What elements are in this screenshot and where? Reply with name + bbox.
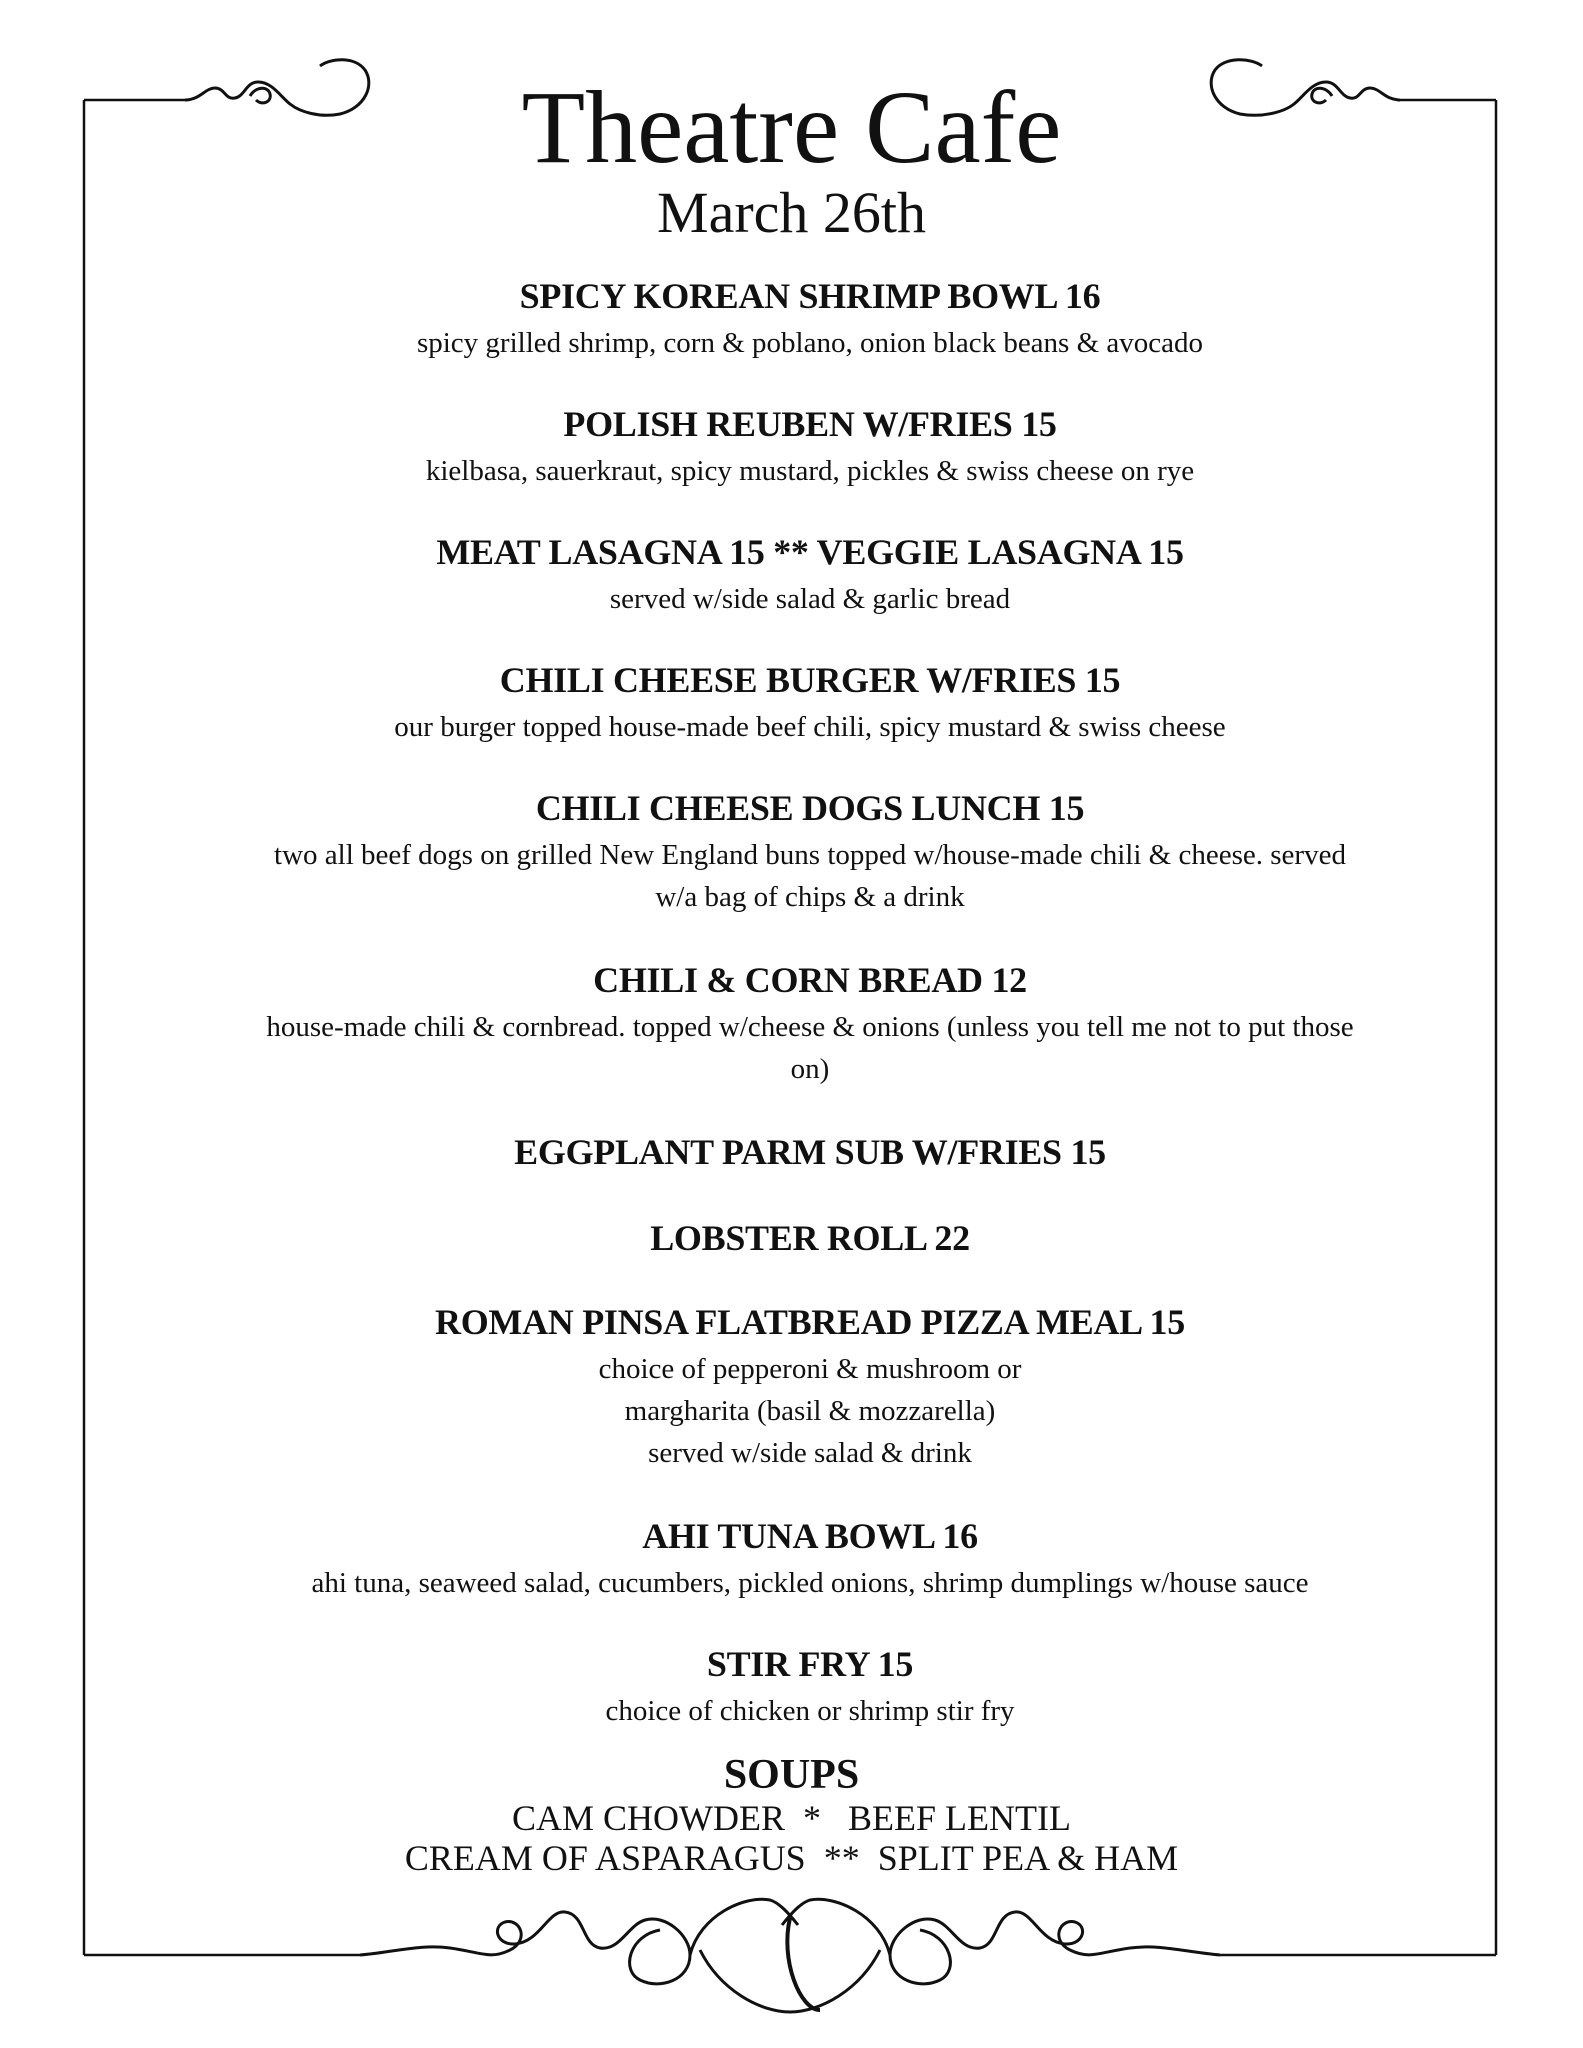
- item-description: our burger topped house-made beef chili, spicy mustard & swiss cheese: [394, 711, 1226, 743]
- item-name: ROMAN PINSA FLATBREAD PIZZA MEAL 15: [435, 1302, 1185, 1342]
- item-name: STIR FRY 15: [706, 1644, 914, 1684]
- menu-item: [190, 782, 1430, 954]
- item-description: margharita (basil & mozzarella): [624, 1395, 996, 1427]
- menu-item: [190, 654, 1430, 782]
- menu-item: [190, 270, 1430, 398]
- item-name: CHILI CHEESE BURGER W/FRIES 15: [499, 660, 1121, 700]
- soups-line: CREAM OF ASPARAGUS ** SPLIT PEA & HAM: [404, 1838, 1179, 1878]
- menu-item: [190, 526, 1430, 654]
- item-name: MEAT LASAGNA 15 ** VEGGIE LASAGNA 15: [436, 532, 1184, 572]
- menu-item: [190, 398, 1430, 526]
- menu-date: March 26th: [657, 180, 926, 245]
- item-name: EGGPLANT PARM SUB W/FRIES 15: [514, 1132, 1106, 1172]
- item-description: spicy grilled shrimp, corn & poblano, onion black beans & avocado: [416, 327, 1204, 359]
- soups-title: SOUPS: [723, 1752, 860, 1798]
- item-description: on): [790, 1053, 830, 1085]
- menu-item: [190, 1296, 1430, 1510]
- menu-item: [190, 954, 1430, 1126]
- soups-line: CAM CHOWDER * BEEF LENTIL: [512, 1798, 1071, 1838]
- item-description: served w/side salad & drink: [648, 1437, 972, 1469]
- menu-items: [190, 270, 1430, 1738]
- menu-item: [190, 1212, 1430, 1296]
- item-description: ahi tuna, seaweed salad, cucumbers, pickled onions, shrimp dumplings w/house sauce: [311, 1567, 1309, 1599]
- cafe-title: Theatre Cafe: [521, 70, 1062, 185]
- item-name: AHI TUNA BOWL 16: [642, 1516, 978, 1556]
- menu-item: [190, 1638, 1430, 1738]
- item-name: SPICY KOREAN SHRIMP BOWL 16: [519, 276, 1101, 316]
- item-description: choice of chicken or shrimp stir fry: [605, 1695, 1015, 1727]
- soups-section: [0, 1752, 1583, 1878]
- item-description: two all beef dogs on grilled New England buns topped w/house-made chili & cheese. served: [274, 839, 1346, 871]
- item-description: house-made chili & cornbread. topped w/cheese & onions (unless you tell me not to put those: [266, 1011, 1354, 1043]
- item-name: CHILI & CORN BREAD 12: [593, 960, 1027, 1000]
- item-name: LOBSTER ROLL 22: [650, 1218, 970, 1258]
- menu-item: [190, 1126, 1430, 1212]
- item-description: kielbasa, sauerkraut, spicy mustard, pickles & swiss cheese on rye: [425, 455, 1195, 487]
- item-description: choice of pepperoni & mushroom or: [598, 1353, 1022, 1385]
- item-name: POLISH REUBEN W/FRIES 15: [563, 404, 1057, 444]
- menu-item: [190, 1510, 1430, 1638]
- item-description: served w/side salad & garlic bread: [609, 583, 1011, 615]
- bottom-flourish: [360, 1899, 1220, 2012]
- item-name: CHILI CHEESE DOGS LUNCH 15: [535, 788, 1085, 828]
- item-description: w/a bag of chips & a drink: [655, 881, 965, 913]
